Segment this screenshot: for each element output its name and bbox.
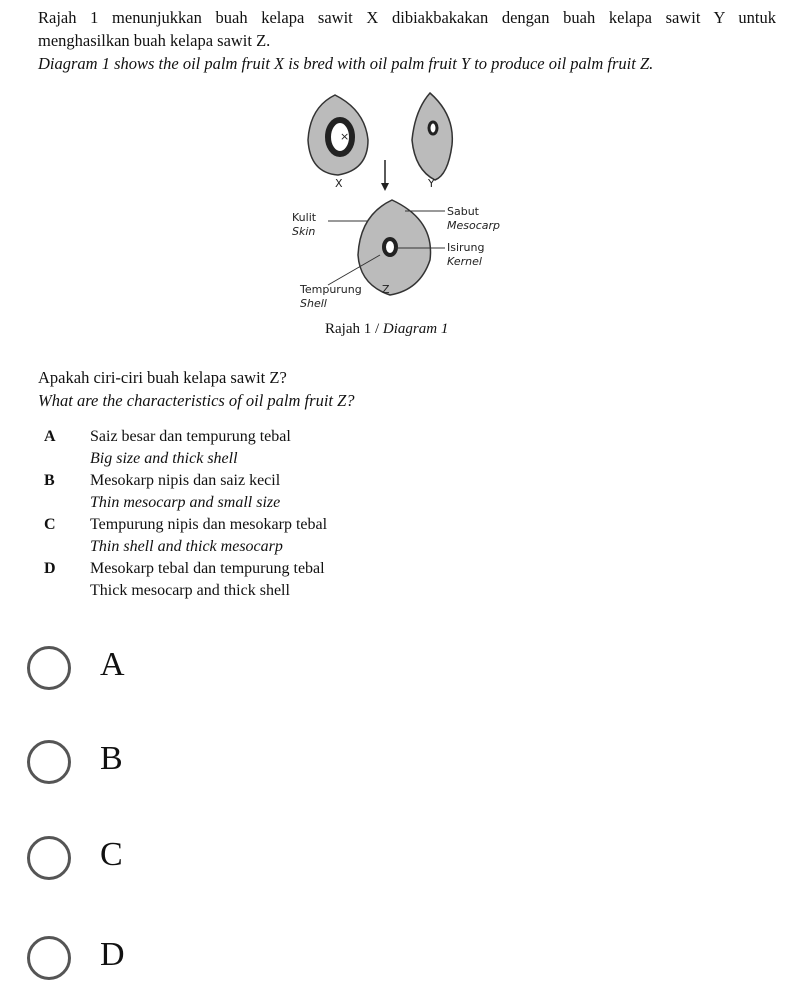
answer-label-a[interactable]: A [100,646,125,683]
label-x: X [335,177,343,190]
intro-malay: Rajah 1 menunjukkan buah kelapa sawit X dibiakbakakan dengan buah kelapa sawit Y untuk [38,8,776,27]
intro-malay-cont: menghasilkan buah kelapa sawit Z. [38,31,271,50]
caption-en: Diagram 1 [382,321,449,337]
answer-label-b[interactable]: B [100,740,123,777]
label-kernel-ms: Isirung [447,241,485,254]
option-text-ms: Saiz besar dan tempurung tebal [90,428,291,445]
option-text-en: Big size and thick shell [90,450,238,467]
answer-radio-d[interactable] [27,936,71,980]
answer-radio-c[interactable] [27,836,71,880]
question-english: What are the characteristics of oil palm fruit Z? [38,391,355,410]
answer-radio-b[interactable] [27,740,71,784]
label-skin-ms: Kulit [292,211,317,224]
answer-label-d[interactable]: D [100,936,125,973]
answer-label-c[interactable]: C [100,836,123,873]
label-mesocarp-en: Mesocarp [447,219,501,232]
label-kernel-en: Kernel [447,255,482,268]
question-malay: Apakah ciri-ciri buah kelapa sawit Z? [38,368,287,387]
diagram-caption [325,321,448,338]
option-text-en: Thin shell and thick mesocarp [90,538,283,555]
fruit-y [412,93,452,180]
option-text-ms: Mesokarp nipis dan saiz kecil [90,472,281,489]
caption-ms: Rajah 1 / [325,321,383,337]
label-y: Y [428,177,435,190]
option-text-en: Thin mesocarp and small size [90,494,281,511]
option-text-en: Thick mesocarp and thick shell [90,582,290,599]
label-shell-en: Shell [300,297,327,310]
label-skin-en: Skin [292,225,316,238]
option-d [44,558,325,599]
option-letter: A [44,428,56,445]
cross-symbol: × [340,130,350,143]
option-c [44,514,328,555]
option-letter: C [44,516,56,533]
option-letter: D [44,560,56,577]
label-z: Z [382,283,390,296]
label-mesocarp-ms: Sabut [447,205,479,218]
label-shell-ms: Tempurung [300,283,362,296]
option-text-ms: Mesokarp tebal dan tempurung tebal [90,560,325,577]
diagram-1 [280,85,520,325]
intro-english: Diagram 1 shows the oil palm fruit X is bred with oil palm fruit Y to produce oil palm fruit Z. [38,54,654,73]
answer-radio-a[interactable] [27,646,71,690]
option-b [44,470,281,511]
option-a [44,426,291,467]
option-text-ms: Tempurung nipis dan mesokarp tebal [90,516,328,533]
option-letter: B [44,472,55,489]
